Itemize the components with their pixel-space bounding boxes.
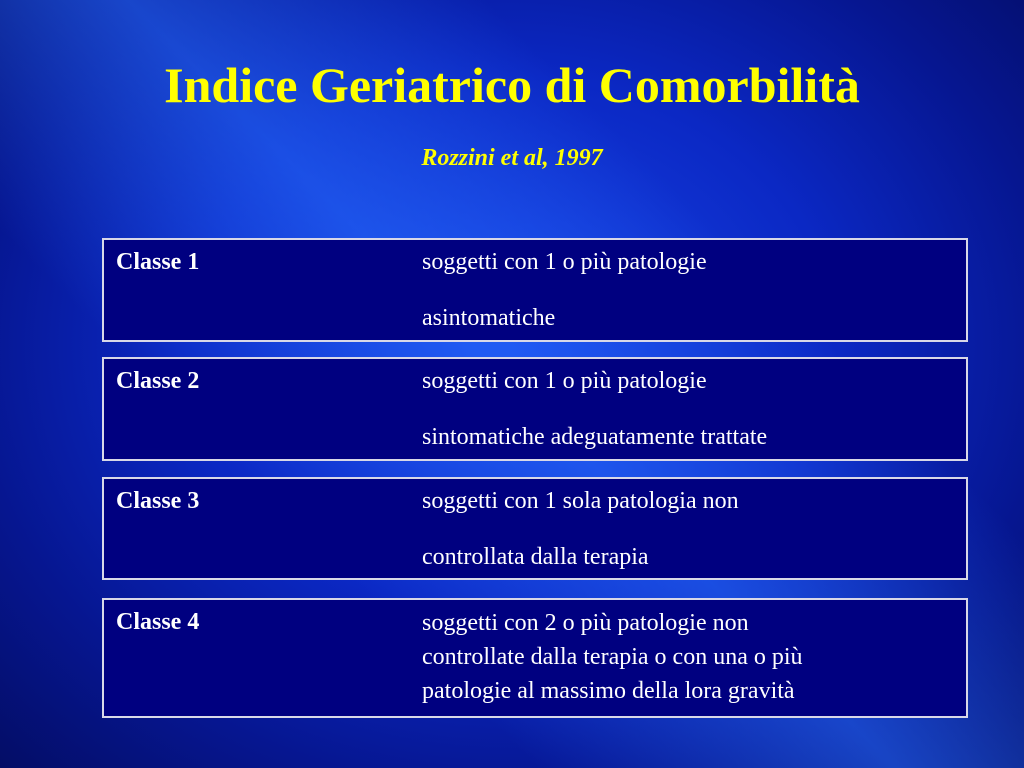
class-1-desc-line-2: asintomatiche — [422, 305, 556, 331]
class-1-label: Classe 1 — [116, 249, 200, 275]
class-2-desc-line-2: sintomatiche adeguatamente trattate — [422, 424, 768, 450]
class-4-desc-line-3: patologie al massimo della lora gravità — [422, 678, 795, 704]
class-2-label: Classe 2 — [116, 368, 200, 394]
class-4-label: Classe 4 — [116, 609, 200, 635]
class-4-desc-line-1: soggetti con 2 o più patologie non — [422, 610, 749, 636]
class-3-desc-line-2: controllata dalla terapia — [422, 544, 649, 570]
class-1-desc-line-1: soggetti con 1 o più patologie — [422, 249, 707, 275]
class-4-box — [102, 598, 968, 718]
class-1-box — [102, 238, 968, 342]
class-4-description — [422, 606, 962, 708]
slide-subtitle: Rozzini et al, 1997 — [421, 145, 603, 171]
class-2-desc-line-1: soggetti con 1 o più patologie — [422, 368, 707, 394]
slide-title: Indice Geriatrico di Comorbilità — [164, 57, 860, 113]
class-3-label: Classe 3 — [116, 488, 200, 514]
class-1-description — [422, 246, 962, 334]
class-2-box — [102, 357, 968, 461]
class-4-desc-line-2: controllate dalla terapia o con una o più — [422, 644, 803, 670]
class-2-description — [422, 365, 962, 453]
class-3-description — [422, 485, 962, 573]
class-3-box — [102, 477, 968, 580]
class-3-desc-line-1: soggetti con 1 sola patologia non — [422, 488, 739, 514]
